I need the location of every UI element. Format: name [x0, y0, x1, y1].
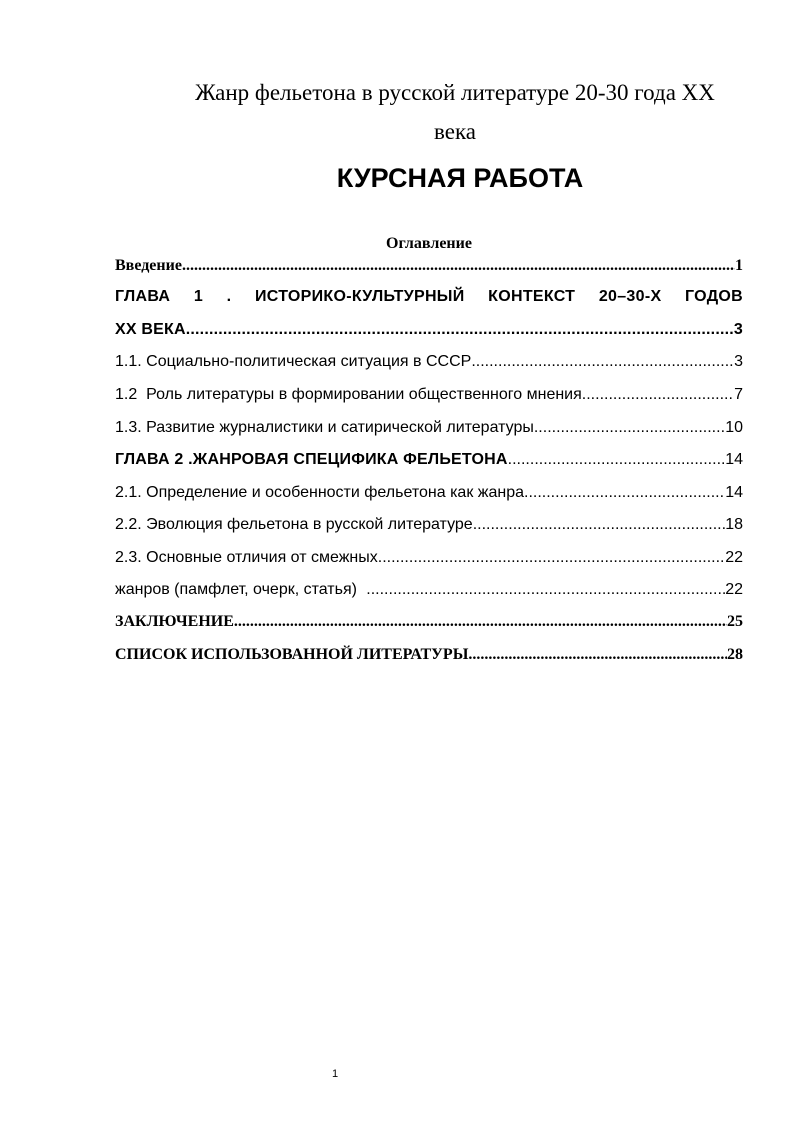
toc-leader-dots: [508, 451, 726, 469]
toc-entry-label: ЗАКЛЮЧЕНИЕ: [115, 613, 234, 630]
toc-entry-chapter-2[interactable]: [115, 451, 743, 469]
toc-entry-label: 1.1. Социально-политическая ситуация в СССР: [115, 353, 472, 370]
toc-leader-dots: [234, 613, 727, 631]
document-title: [160, 73, 750, 151]
toc-entry-page: 25: [727, 613, 743, 630]
toc-entry-label: 2.2. Эволюция фельетона в русской литературе: [115, 516, 473, 533]
toc-entry-2-1[interactable]: [115, 484, 743, 502]
toc-entry-introduction[interactable]: [115, 257, 743, 275]
toc-entry-page: 3: [733, 321, 743, 338]
toc-leader-dots: [524, 484, 725, 502]
toc-leader-dots: [186, 321, 734, 339]
toc-leader-dots: [534, 419, 725, 437]
toc-leader-dots: [582, 386, 734, 404]
toc-entry-chapter-1[interactable]: [115, 321, 743, 339]
toc-entry-label: 2.1. Определение и особенности фельетона как жанра: [115, 484, 524, 501]
toc-entry-page: 7: [734, 386, 743, 403]
toc-entry-page: 18: [725, 516, 743, 533]
toc-entry-conclusion[interactable]: [115, 613, 743, 631]
toc-leader-dots: [471, 353, 734, 371]
toc-entry-label: 1.2 Роль литературы в формировании общественного мнения: [115, 386, 582, 403]
toc-entry-page: 14: [725, 484, 743, 501]
toc-entry-label: жанров (памфлет, очерк, статья): [115, 581, 357, 598]
toc-heading: Оглавление: [386, 235, 472, 252]
toc-entry-1-2[interactable]: [115, 386, 743, 404]
toc-leader-dots: [182, 257, 735, 275]
toc-leader-dots: [468, 646, 727, 664]
toc-entry-page: 14: [725, 451, 743, 468]
toc-entry-page: 22: [725, 581, 743, 598]
toc-entry-bibliography[interactable]: [115, 646, 743, 664]
toc-entry-2-3[interactable]: [115, 549, 743, 567]
toc-leader-dots: [378, 549, 725, 567]
toc-entry-label: СПИСОК ИСПОЛЬЗОВАННОЙ ЛИТЕРАТУРЫ: [115, 646, 469, 663]
document-title-line-1: Жанр фельетона в русской литературе 20-30 года XX: [195, 80, 715, 105]
toc-entry-label: 1.3. Развитие журналистики и сатирической литературы: [115, 419, 534, 436]
document-title-line-2: века: [434, 119, 476, 144]
toc-entry-1-3[interactable]: [115, 419, 743, 437]
toc-entry-label: Введение: [115, 257, 182, 274]
toc-entry-page: 22: [725, 549, 743, 566]
toc-entry-label: XX ВЕКА: [115, 321, 186, 338]
toc-leader-dots: [366, 581, 725, 599]
toc-entry-label: 2.3. Основные отличия от смежных: [115, 549, 378, 566]
toc-entry-2-2[interactable]: [115, 516, 743, 534]
toc-entry-page: 1: [735, 257, 743, 274]
toc-entry-page: 3: [734, 353, 743, 370]
toc-leader-dots: [473, 516, 726, 534]
toc-entry-label: ГЛАВА 2 .ЖАНРОВАЯ СПЕЦИФИКА ФЕЛЬЕТОНА: [115, 451, 508, 468]
toc-entry-page: 10: [725, 419, 743, 436]
toc-entry-chapter-1-line-1[interactable]: ГЛАВА 1 . ИСТОРИКО-КУЛЬТУРНЫЙ КОНТЕКСТ 20–30-Х ГОДОВ: [115, 288, 743, 305]
page-number: 1: [331, 1068, 339, 1080]
toc-entry-1-1[interactable]: [115, 353, 743, 371]
work-type-heading: КУРСНАЯ РАБОТА: [336, 163, 584, 193]
toc-entry-2-3-cont[interactable]: [115, 581, 743, 599]
toc-entry-page: 28: [727, 646, 743, 663]
